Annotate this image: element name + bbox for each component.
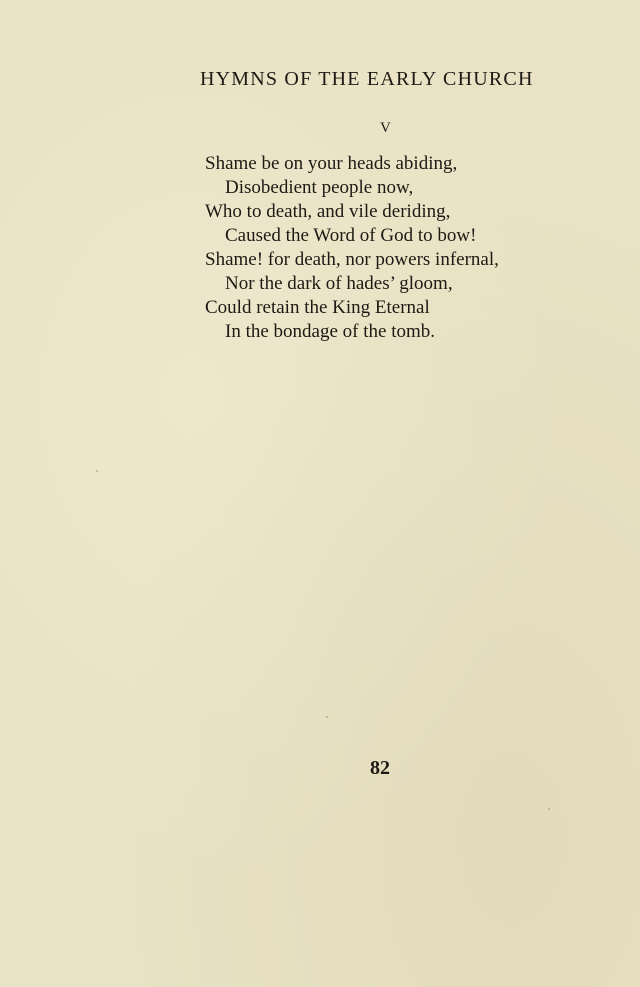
poem-line: Could retain the King Eternal (205, 297, 430, 318)
running-title: HYMNS OF THE EARLY CHURCH (200, 68, 534, 90)
poem-line: Nor the dark of hades’ gloom, (225, 273, 453, 294)
page-number: 82 (370, 757, 390, 779)
section-numeral: V (380, 120, 391, 136)
poem-line: In the bondage of the tomb. (225, 321, 436, 342)
poem-line: Disobedient people now, (225, 177, 414, 198)
poem-line: Who to death, and vile deriding, (205, 201, 451, 222)
paper-speck (96, 470, 98, 472)
poem-line: Shame be on your heads abiding, (205, 153, 458, 174)
paper-speck (548, 808, 550, 810)
poem-line: Caused the Word of God to bow! (225, 225, 477, 246)
paper-speck (326, 716, 328, 718)
poem-line: Shame! for death, nor powers infernal, (205, 249, 499, 270)
poem-stanza (205, 152, 499, 344)
